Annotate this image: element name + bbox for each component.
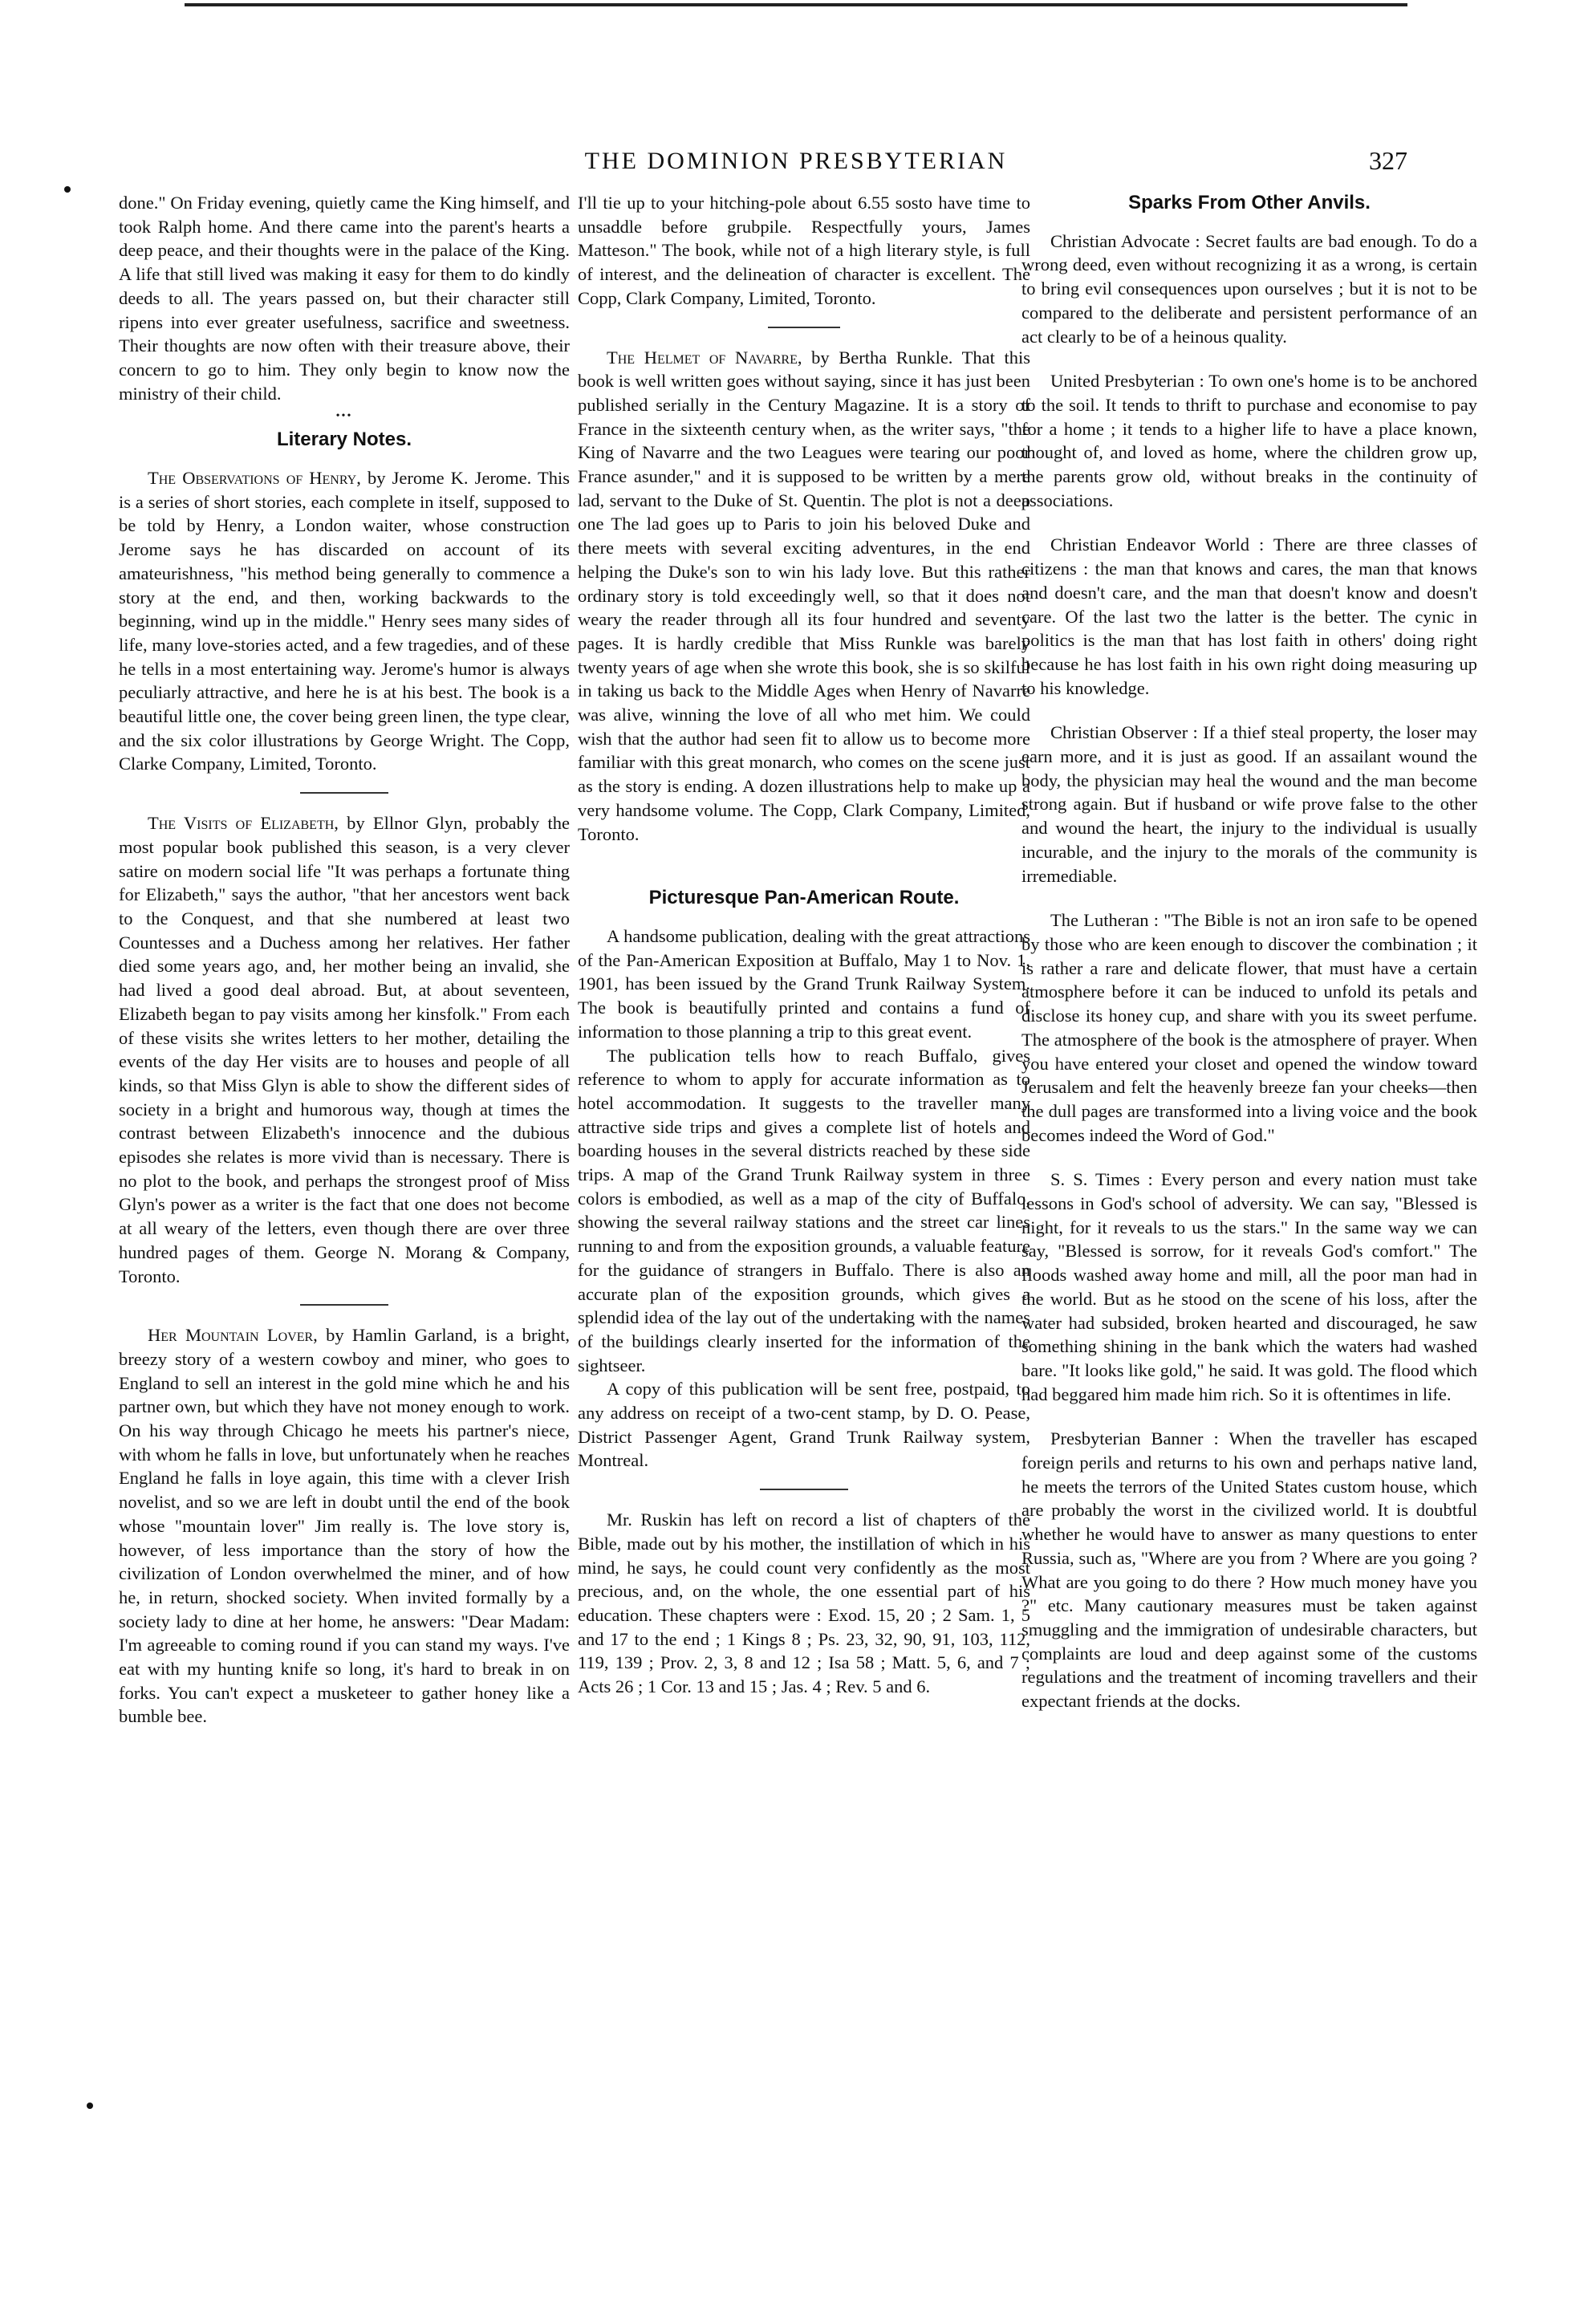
quote-the-lutheran: The Lutheran : "The Bible is not an iron safe to be opened by those who are keen enough to discover the combination ; it is rather a rare and delicate flower, that must have a certain atmosphere before it can be induced to unfold its petals and disclose its honey cup, and share with you its sweet perfume. The atmosphere of the book is the atmosphere of prayer. When you have entered your closet and opened the window toward Jerusalem and felt the heavenly breeze fan your cheeks—then the dull pages are transformed into a living voice and the book becomes indeed the Word of God."	[1021, 910, 1477, 1145]
pan-american-paragraph-1: A handsome publication, dealing with the great attractions of the Pan-American Exposition at Buffalo, May 1 to Nov. 1, 1901, has been issued by the Grand Trunk Railway System. The book is beautifully printed and contains a fund of information to those planning a trip to this great event.	[578, 925, 1030, 1042]
divider-rule	[760, 1489, 848, 1490]
divider-rule	[300, 1304, 388, 1306]
divider-rule	[768, 327, 840, 328]
quote-christian-advocate: Christian Advocate : Secret faults are bad enough. To do a wrong deed, even without recognizing it as a wrong, is certain to bring evil consequences upon ourselves ; but it is not to be compared to the deliberate and persistent performance of an act clearly to be of a heinous quality.	[1021, 230, 1477, 347]
review-continued-paragraph: I'll tie up to your hitching-pole about 6.55 sosto have time to unsaddle before grubpile. Respectfully yours, James Matteson." The book, while not of a high literary style, is full of interest, and the delineation of character is excellent. The Copp, Clark Company, Limited, Toronto.	[578, 193, 1030, 308]
pan-american-paragraph-3: A copy of this publication will be sent free, postpaid, to any address on receipt of a two-cent stamp, by D. O. Pease, District Passenger Agent, Grand Trunk Railway system, Montreal.	[578, 1379, 1030, 1471]
review-her-mountain-lover	[119, 1323, 570, 1729]
review-text: by Bertha Runkle. That this book is well written goes without saying, since it has just been published serially in the Century Magazine. It is a story of France in the sixteenth century when, as the writer says, "the King of Navarre and the two Leagues were tearing our poor France asunder," and it is supposed to be written by a mere lad, servant to the Duke of St. Quentin. The plot is not a deep one The lad goes up to Paris to join his beloved Duke and there meets with several exciting adventures, in the end helping the Duke's son to win his lady love. But this rather ordinary story is told exceedingly well, so that it does not weary the reader through all its four hundred and seventy pages. It is hardly credible that Miss Runkle was barely twenty years of age when she wrote this book, she is so skilful in taking us back to the Middle Ages when Henry of Navarre was alive, winning the love of all who met him. We could wish that the author had seen fit to allow us to become more familiar with this great monarch, who comes on the scene just as the story is ending. A dozen illustrations help to make up a very handsome volume. The Copp, Clark Company, Limited, Toronto.	[578, 347, 1030, 844]
literary-notes-heading: Literary Notes.	[276, 429, 412, 451]
margin-bullet-top	[64, 186, 71, 193]
quote-presbyterian-banner: Presbyterian Banner : When the traveller has escaped foreign perils and returns to his own and perhaps native land, he meets the terrors of the United States custom house, which are probably the worst in the civilized world. It is doubtful whether he would have to answer as many questions to enter Russia, such as, "Where are you from ? Where are you going ? What are you going to do there ? How much money have you ?" etc. Many cautionary measures must be taken against smuggling and the immigration of undesirable characters, but complaints are loud and deep against some of the customs regulations and the treatment of incoming travellers and their expectant friends at the docks.	[1021, 1428, 1477, 1712]
ruskin-paragraph: Mr. Ruskin has left on record a list of chapters of the Bible, made out by his mother, the instillation of which in his mind, he says, he could count very confidently as the most precious, and, on the whole, the one essential part of his education. These chapters were : Exod. 15, 20 ; 2 Sam. 1, 5 and 17 to the end ; 1 Kings 8 ; Ps. 23, 32, 90, 91, 103, 112, 119, 139 ; Prov. 2, 3, 8 and 12 ; Isa 58 ; Matt. 5, 6, and 7 ; Acts 26 ; 1 Cor. 13 and 15 ; Jas. 4 ; Rev. 5 and 6.	[578, 1509, 1030, 1697]
review-visits-of-elizabeth	[119, 811, 570, 1288]
pan-american-paragraph-2: The publication tells how to reach Buffalo, gives reference to whom to apply for accurate information as to hotel accommodation. It suggests to the traveller many attractive side trips and gives a complete list of hotels and boarding houses in the several districts reached by these side trips. A map of the Grand Trunk Railway system in three colors is embodied, as well as a map of the city of Buffalo, showing the several railway stations and the street car lines running to and from the exposition grounds, a valuable feature for the guidance of strangers in Buffalo. There is also an accurate plan of the exposition grounds, which gives a splendid idea of the lay out of the undertaking with the names of the buildings clearly inserted for the information of the sightseer.	[578, 1045, 1030, 1375]
review-helmet-of-navarre	[578, 346, 1030, 847]
top-border-rule	[185, 3, 1407, 6]
quote-christian-endeavor-world: Christian Endeavor World : There are three classes of citizens : the man that knows and cares, the man that knows and doesn't care, and the man that doesn't know and doesn't care. Of the last two the latter is the better. The cynic in politics is the man that has lost faith in others' doing right because he has lost faith in his own right doing measuring up to his knowledge.	[1021, 534, 1477, 698]
book-title: The Visits of Elizabeth,	[148, 813, 339, 834]
column-right	[1021, 191, 1477, 1713]
column-middle	[578, 191, 1030, 1699]
book-title: Her Mountain Lover,	[148, 1325, 318, 1346]
section-ornament: •••	[335, 410, 353, 423]
divider-rule	[300, 792, 388, 794]
review-text: by Jerome K. Jerome. This is a series of short stories, each complete in itself, supposed to be told by Henry, a London waiter, whose construction Jerome says he has discarded on account of its amateurishness, "his method being generally to commence a story at the end, and then, working backwards to the beginning, wind up in the middle." Henry sees many sides of life, many love-stories acted, and a few tragedies, and of these he tells in a most entertaining way. Jerome's humor is always peculiarly attractive, and here he is at his best. The book is a beautiful little one, the cover being green linen, the type clear, and the six color illustrations by George Wright. The Copp, Clarke Company, Limited, Toronto.	[119, 468, 571, 774]
story-ending-paragraph: done." On Friday evening, quietly came the King himself, and took Ralph home. And there came into the parent's hearts a deep peace, and their thoughts were in the palace of the King. A life that still lived was making it easy for them to do kindly deeds to all. The years passed on, but their character still ripens into ever greater usefulness, sacrifice and sweetness. Their thoughts are now often with their treasure above, their concern to go to him. They only begin to know now the ministry of their child.	[119, 193, 570, 404]
review-observations-of-henry	[119, 466, 570, 776]
quote-united-presbyterian: United Presbyterian : To own one's home is to be anchored to the soil. It tends to thrift to purchase and economise to pay for a home ; it tends to a higher life to have a place known, thought of, and loved as home, where the children grow up, the parents grow old, without breaks in the continuity of associations.	[1021, 371, 1477, 510]
pan-american-heading: Picturesque Pan-American Route.	[648, 887, 960, 909]
book-title: The Helmet of Navarre,	[607, 347, 802, 368]
quote-ss-times: S. S. Times : Every person and every nation must take lessons in God's school of adversity. We can say, "Blessed is night, for it reveals to us the stars." In the same way we can say, "Blessed is sorrow, for it reveals God's comfort." The floods washed away home and mill, all the poor man had in the world. But as he stood on the scene of his loss, after the water had subsided, broken hearted and discouraged, he saw something shining in the bank which the waters had washed bare. "It looks like gold," he said. It was gold. The flood which had beggared him made him rich. So it is oftentimes in life.	[1021, 1169, 1477, 1404]
sparks-heading: Sparks From Other Anvils.	[1128, 192, 1371, 213]
quote-christian-observer: Christian Observer : If a thief steal property, the loser may earn more, and it is just as good. If an assailant wound the body, the physician may heal the wound and the man become strong again. But if husband or wife prove false to the other and wound the heart, the injury to the individual is usually incurable, and the injury to the morals of the community is irremediable.	[1021, 722, 1477, 886]
review-text: by Ellnor Glyn, probably the most popular book published this season, is a very clever satire on modern social life "It was perhaps a fortunate thing for Elizabeth," says the author, "that her ancestors went back to the Conquest, and that she numbered at least two Countesses and a Duchess among her relatives. Her father died some years ago, and, her mother being an invalid, she had lived a good deal abroad. But, at about seventeen, Elizabeth began to pay visits among her kinsfolk." From each of these visits she writes letters to her mother, detailing the events of the day Her visits are to houses and people of all kinds, so that Miss Glyn is able to show the different sides of society in a bright and humorous way, though at times the contrast between Elizabeth's innocence and the dubious episodes she relates is more vivid than is necessary. There is no plot to the book, and perhaps the strongest proof of Miss Glyn's power as a writer is the fact that one does not become at all weary of the letters, even though there are over three hundred pages of them. George N. Morang & Company, Toronto.	[119, 813, 570, 1286]
margin-bullet-bottom	[87, 2103, 93, 2109]
review-text: by Hamlin Garland, is a bright, breezy story of a western cowboy and miner, who goes to England to sell an interest in the gold mine which he and his partner own, but which they have not money enough to work. On his way through Chicago he meets his partner's niece, with whom he falls in love, but unfortunately when he reaches England he falls in loye again, this time with a clever Irish novelist, and so we are left in doubt until the end of the book whose "mountain lover" Jim really is. The love story is, however, of less importance than the story of how the civilization of London overwhelmed the miner, and of how he, in return, shocked society. When invited formally by a society lady to dine at her home, he answers: "Dear Madam: I'm agreeable to coming round if you can stand my ways. I've eat with my hunting knife so long, it's hard to break in on forks. You can't expect a musketeer to gather honey like a bumble bee.	[119, 1325, 571, 1727]
column-left	[119, 191, 570, 1729]
book-title: The Observations of Henry,	[148, 468, 361, 489]
running-header-title: THE DOMINION PRESBYTERIAN	[584, 148, 1008, 174]
page-number: 327	[1369, 146, 1407, 175]
